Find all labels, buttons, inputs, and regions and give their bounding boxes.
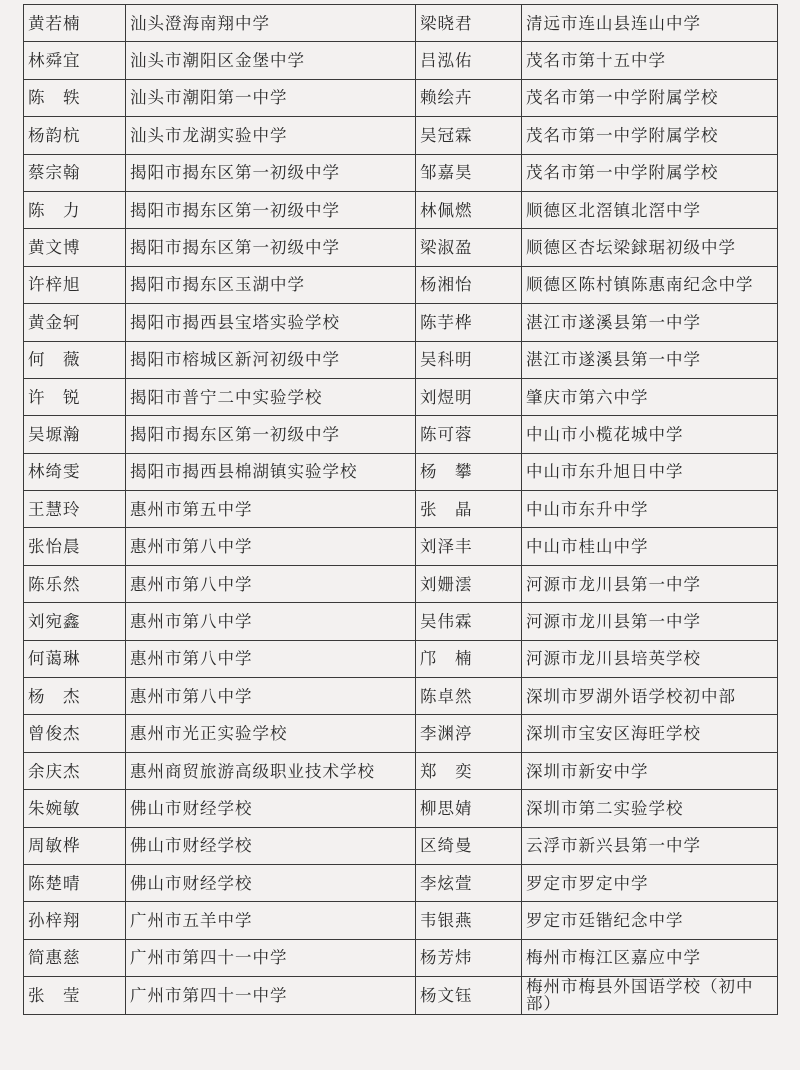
school-name-cell: 湛江市遂溪县第一中学: [522, 304, 778, 341]
school-name-cell: 深圳市宝安区海旺学校: [522, 715, 778, 752]
table-row: [24, 42, 778, 79]
table-row: [24, 117, 778, 154]
student-name-cell: 梁淑盈: [416, 229, 522, 266]
school-name-cell: 揭阳市揭东区第一初级中学: [126, 154, 416, 191]
school-name-cell: 惠州市第五中学: [126, 491, 416, 528]
table-row: [24, 640, 778, 677]
school-name-cell: 汕头市潮阳第一中学: [126, 79, 416, 116]
school-name-cell: 揭阳市揭西县宝塔实验学校: [126, 304, 416, 341]
school-name-cell: 惠州市第八中学: [126, 603, 416, 640]
student-name-cell: 杨湘怡: [416, 266, 522, 303]
student-name-cell: 陈楚晴: [24, 864, 126, 901]
table-row: [24, 864, 778, 901]
school-name-cell: 云浮市新兴县第一中学: [522, 827, 778, 864]
school-name-cell: 广州市五羊中学: [126, 902, 416, 939]
student-name-cell: 杨韵杭: [24, 117, 126, 154]
student-name-cell: 吴伟霖: [416, 603, 522, 640]
school-name-cell: 深圳市新安中学: [522, 752, 778, 789]
table-row: [24, 977, 778, 1014]
school-name-cell: 汕头市潮阳区金堡中学: [126, 42, 416, 79]
student-name-cell: 林舜宜: [24, 42, 126, 79]
table-row: [24, 378, 778, 415]
student-name-cell: 许 锐: [24, 378, 126, 415]
table-row: [24, 341, 778, 378]
school-name-cell: 惠州市第八中学: [126, 640, 416, 677]
student-name-cell: 朱婉敏: [24, 790, 126, 827]
table-row: [24, 453, 778, 490]
student-name-cell: 林佩燃: [416, 191, 522, 228]
school-name-cell: 中山市东升中学: [522, 491, 778, 528]
student-name-cell: 简惠慈: [24, 939, 126, 976]
student-name-cell: 陈 力: [24, 191, 126, 228]
school-name-cell: 深圳市罗湖外语学校初中部: [522, 678, 778, 715]
roster-body: [24, 5, 778, 1015]
school-name-cell: 茂名市第十五中学: [522, 42, 778, 79]
school-name-cell: 梅州市梅江区嘉应中学: [522, 939, 778, 976]
student-name-cell: 吴冠霖: [416, 117, 522, 154]
student-name-cell: 黄若楠: [24, 5, 126, 42]
school-name-cell: 罗定市罗定中学: [522, 864, 778, 901]
student-name-cell: 许梓旭: [24, 266, 126, 303]
school-name-cell: 肇庆市第六中学: [522, 378, 778, 415]
school-name-cell: 惠州市光正实验学校: [126, 715, 416, 752]
school-name-cell: 惠州市第八中学: [126, 678, 416, 715]
student-name-cell: 杨芳炜: [416, 939, 522, 976]
school-name-cell: 顺德区杏坛梁銶琚初级中学: [522, 229, 778, 266]
school-name-cell: 湛江市遂溪县第一中学: [522, 341, 778, 378]
student-name-cell: 何蔼琳: [24, 640, 126, 677]
student-name-cell: 何 薇: [24, 341, 126, 378]
student-name-cell: 邹嘉昊: [416, 154, 522, 191]
table-row: [24, 827, 778, 864]
school-name-cell: 汕头澄海南翔中学: [126, 5, 416, 42]
table-row: [24, 304, 778, 341]
school-name-cell: 惠州商贸旅游高级职业技术学校: [126, 752, 416, 789]
school-name-cell: 揭阳市揭东区玉湖中学: [126, 266, 416, 303]
student-name-cell: 余庆杰: [24, 752, 126, 789]
student-name-cell: 曾俊杰: [24, 715, 126, 752]
school-name-cell: 中山市东升旭日中学: [522, 453, 778, 490]
school-name-cell: 广州市第四十一中学: [126, 977, 416, 1014]
table-row: [24, 715, 778, 752]
school-name-cell: 河源市龙川县第一中学: [522, 565, 778, 602]
table-row: [24, 939, 778, 976]
student-name-cell: 陈芋桦: [416, 304, 522, 341]
table-row: [24, 229, 778, 266]
table-row: [24, 902, 778, 939]
student-name-cell: 林绮雯: [24, 453, 126, 490]
student-name-cell: 周敏桦: [24, 827, 126, 864]
school-name-cell: 佛山市财经学校: [126, 827, 416, 864]
student-name-cell: 郑 奕: [416, 752, 522, 789]
school-name-cell: 河源市龙川县培英学校: [522, 640, 778, 677]
school-name-cell: 顺德区陈村镇陈惠南纪念中学: [522, 266, 778, 303]
table-row: [24, 154, 778, 191]
table-row: [24, 603, 778, 640]
student-name-cell: 陈卓然: [416, 678, 522, 715]
school-name-cell: 佛山市财经学校: [126, 790, 416, 827]
table-row: [24, 790, 778, 827]
student-name-cell: 梁晓君: [416, 5, 522, 42]
student-name-cell: 王慧玲: [24, 491, 126, 528]
school-name-cell: 揭阳市榕城区新河初级中学: [126, 341, 416, 378]
school-name-cell: 梅州市梅县外国语学校（初中部）: [522, 977, 778, 1014]
school-name-cell: 顺德区北滘镇北滘中学: [522, 191, 778, 228]
school-name-cell: 罗定市廷锴纪念中学: [522, 902, 778, 939]
student-name-cell: 吴科明: [416, 341, 522, 378]
table-row: [24, 678, 778, 715]
student-name-cell: 刘泽丰: [416, 528, 522, 565]
table-row: [24, 191, 778, 228]
student-name-cell: 邝 楠: [416, 640, 522, 677]
student-name-cell: 区绮曼: [416, 827, 522, 864]
student-name-cell: 张怡晨: [24, 528, 126, 565]
student-roster-table: [23, 4, 778, 1015]
school-name-cell: 中山市小榄花城中学: [522, 416, 778, 453]
student-name-cell: 柳思婧: [416, 790, 522, 827]
student-name-cell: 李炫萱: [416, 864, 522, 901]
student-name-cell: 赖绘卉: [416, 79, 522, 116]
student-name-cell: 韦银燕: [416, 902, 522, 939]
student-name-cell: 刘煜明: [416, 378, 522, 415]
school-name-cell: 惠州市第八中学: [126, 528, 416, 565]
school-name-cell: 清远市连山县连山中学: [522, 5, 778, 42]
student-name-cell: 刘宛鑫: [24, 603, 126, 640]
student-name-cell: 陈 轶: [24, 79, 126, 116]
student-name-cell: 杨文钰: [416, 977, 522, 1014]
school-name-cell: 佛山市财经学校: [126, 864, 416, 901]
school-name-cell: 河源市龙川县第一中学: [522, 603, 778, 640]
student-name-cell: 吕泓佑: [416, 42, 522, 79]
table-row: [24, 5, 778, 42]
student-name-cell: 杨 攀: [416, 453, 522, 490]
student-name-cell: 黄金轲: [24, 304, 126, 341]
student-name-cell: 李渊渟: [416, 715, 522, 752]
school-name-cell: 茂名市第一中学附属学校: [522, 79, 778, 116]
school-name-cell: 茂名市第一中学附属学校: [522, 154, 778, 191]
table-row: [24, 416, 778, 453]
student-name-cell: 张 晶: [416, 491, 522, 528]
school-name-cell: 揭阳市普宁二中实验学校: [126, 378, 416, 415]
student-name-cell: 陈可蓉: [416, 416, 522, 453]
school-name-cell: 惠州市第八中学: [126, 565, 416, 602]
student-name-cell: 陈乐然: [24, 565, 126, 602]
student-name-cell: 刘姗澐: [416, 565, 522, 602]
student-name-cell: 黄文博: [24, 229, 126, 266]
student-name-cell: 张 莹: [24, 977, 126, 1014]
school-name-cell: 揭阳市揭东区第一初级中学: [126, 229, 416, 266]
school-name-cell: 揭阳市揭西县棉湖镇实验学校: [126, 453, 416, 490]
school-name-cell: 广州市第四十一中学: [126, 939, 416, 976]
student-name-cell: 孙梓翔: [24, 902, 126, 939]
table-row: [24, 565, 778, 602]
school-name-cell: 中山市桂山中学: [522, 528, 778, 565]
student-name-cell: 杨 杰: [24, 678, 126, 715]
table-row: [24, 266, 778, 303]
table-row: [24, 528, 778, 565]
student-name-cell: 蔡宗翰: [24, 154, 126, 191]
school-name-cell: 汕头市龙湖实验中学: [126, 117, 416, 154]
table-row: [24, 752, 778, 789]
student-name-cell: 吴塬瀚: [24, 416, 126, 453]
school-name-cell: 茂名市第一中学附属学校: [522, 117, 778, 154]
school-name-cell: 揭阳市揭东区第一初级中学: [126, 416, 416, 453]
school-name-cell: 揭阳市揭东区第一初级中学: [126, 191, 416, 228]
table-row: [24, 79, 778, 116]
school-name-cell: 深圳市第二实验学校: [522, 790, 778, 827]
table-row: [24, 491, 778, 528]
